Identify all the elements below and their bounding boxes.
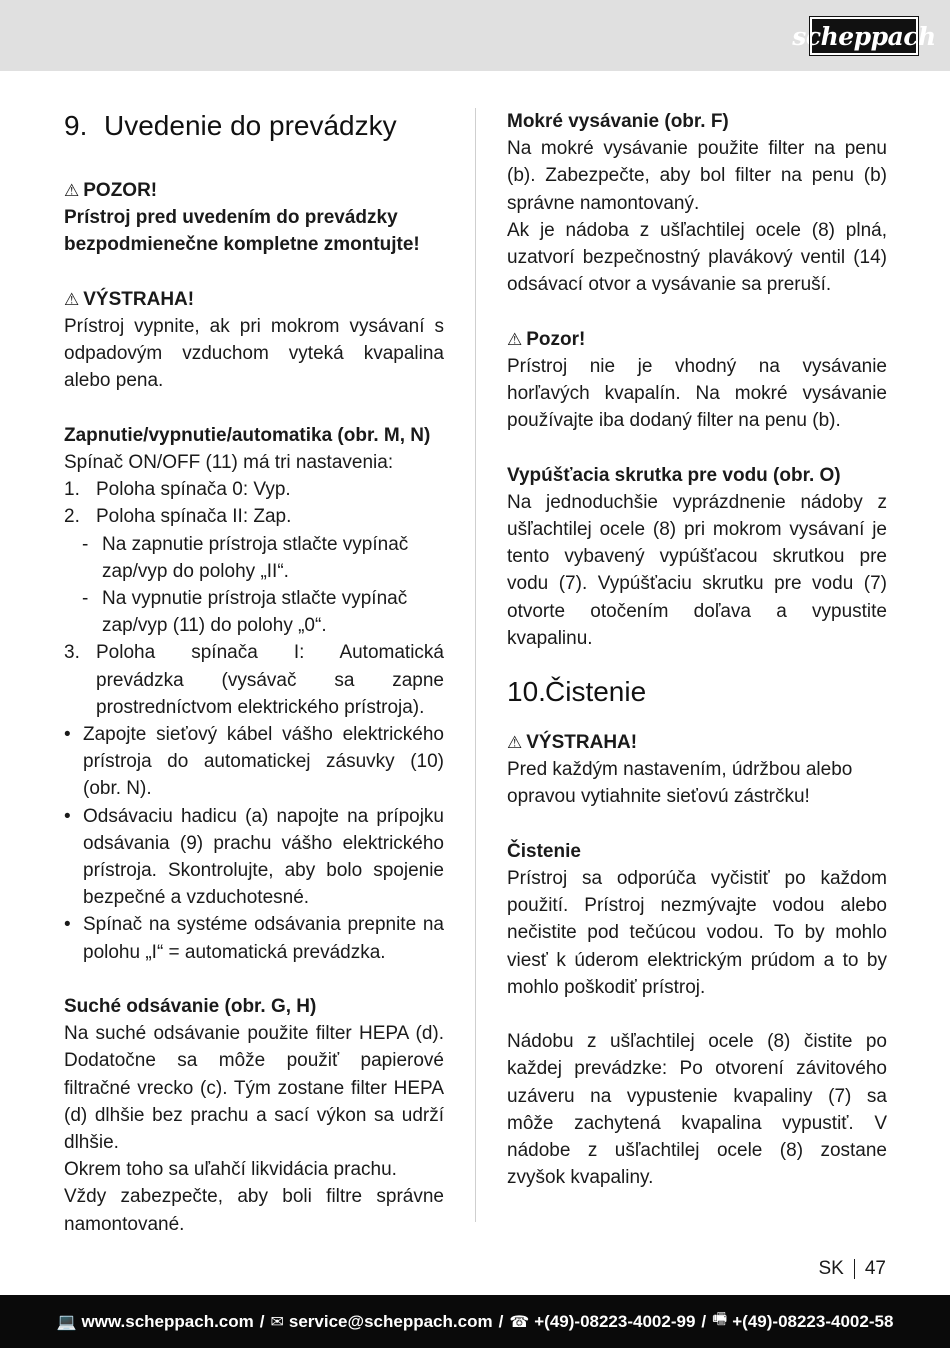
left-column	[64, 108, 444, 1238]
dry-text: Vždy zabezpečte, aby boli filtre správne namontované.	[64, 1186, 444, 1235]
list-item: - Na zapnutie prístroja stlačte vypínač zap/vyp do polohy „II“.	[82, 533, 409, 582]
list-item: 1. Poloha spínača 0: Vyp.	[64, 479, 291, 501]
wet-heading: Mokré vysávanie (obr. F)	[507, 111, 729, 132]
list-item: • Zapojte sieťový kábel vášho elektrického prístroja do automatickej zásuvky (10) (obr. N).	[64, 724, 444, 800]
dry-text: Na suché odsávanie použite filter HEPA (d). Dodatočne sa môže použiť papierové filtračné vrecko (c). Tým zostane filter HEPA (d) dlhšie bez prachu a sací výkon sa udrží dlhšie.	[64, 1023, 444, 1154]
switch-intro: Spínač ON/OFF (11) má tri nastavenia:	[64, 452, 394, 473]
scheppach-logo: scheppach	[810, 17, 918, 55]
wet-text: Ak je nádoba z ušľachtilej ocele (8) plná, uzatvorí bezpečnostný plavákový ventil (14) odsávací otvor a vysávanie sa preruší.	[507, 219, 887, 296]
caution-label: ⚠ POZOR!	[64, 177, 444, 204]
list-item: 3. Poloha spínača I: Automatická prevádzka (vysávač sa zapne prostredníctvom elektrického prístroja).	[64, 642, 444, 718]
switch-heading: Zapnutie/vypnutie/automatika (obr. M, N)	[64, 424, 431, 446]
caution-text: Prístroj nie je vhodný na vysávanie horľavých kvapalín. Na mokré vysávanie používajte iba dodaný filter na penu (b).	[507, 355, 887, 432]
list-item: 2. Poloha spínača II: Zap.	[64, 506, 292, 528]
computer-icon: 💻	[56, 1313, 77, 1331]
footer-web[interactable]: www.scheppach.com	[81, 1311, 254, 1331]
clean-heading: Čistenie	[507, 840, 581, 862]
wet-text: Na mokré vysávanie použite filter na penu (b). Zabezpečte, aby bol filter na penu (b) správne namontovaný.	[507, 138, 887, 214]
page-number: SK 47	[818, 1258, 886, 1279]
drain-text: Na jednoduchšie vyprázdnenie nádoby z ušľachtilej ocele (8) pri mokrom vysávaní je tento vybavený vypúšťacou skrutkou pre vodu (7). Vypúšťaciu skrutku pre vodu (7) otvorte otočením doľava a vypustite kvapalinu.	[507, 491, 887, 649]
warning-triangle-icon: ⚠	[507, 329, 523, 349]
footer-fax: +(49)-08223-4002-58	[732, 1311, 894, 1331]
envelope-icon: ✉	[270, 1313, 284, 1331]
footer-email[interactable]: service@scheppach.com	[288, 1311, 493, 1331]
warning-triangle-icon: ⚠	[64, 289, 80, 309]
clean-text: Prístroj sa odporúča vyčistiť po každom použití. Prístroj nezmývajte vodou alebo nečistite pod tečúcou vodou. To by mohlo viesť k úderom elektrickým prúdom a to by mohlo poškodiť prístroj.	[507, 868, 887, 998]
dry-heading: Suché odsávanie (obr. G, H)	[64, 996, 317, 1018]
page-number-separator	[854, 1259, 855, 1279]
dry-text: Okrem toho sa uľahčí likvidácia prachu.	[64, 1159, 397, 1181]
warning-triangle-icon: ⚠	[64, 181, 80, 200]
clean-text: Nádobu z ušľachtilej ocele (8) čistite po každej prevádzke: Po otvorení závitového uzáveru na vypustenie kvapaliny (7) sa môže zachytená kvapalina vypustiť. V nádobe z ušľachtilej ocele (8) zostane zvyšok kvapaliny.	[507, 1031, 887, 1189]
warning-text: Prístroj vypnite, ak pri mokrom vysávaní s odpadovým vzduchom vyteká kvapalina alebo pena.	[64, 316, 444, 392]
section-heading-commissioning: 9. Uvedenie do prevádzky	[64, 110, 397, 141]
header-bar	[0, 0, 950, 71]
column-divider	[475, 108, 476, 1222]
warning-triangle-icon: ⚠	[507, 733, 523, 753]
footer-phone: +(49)-08223-4002-99	[534, 1311, 696, 1331]
telephone-icon: ☎	[509, 1313, 530, 1331]
fax-icon: 🖷	[712, 1311, 728, 1328]
list-item: - Na vypnutie prístroja stlačte vypínač zap/vyp (11) do polohy „0“.	[82, 588, 408, 637]
right-column	[507, 108, 887, 1191]
drain-heading: Vypúšťacia skrutka pre vodu (obr. O)	[507, 464, 841, 486]
caution-text: Prístroj pred uvedením do prevádzky bezpodmienečne kompletne zmontujte!	[64, 207, 420, 256]
list-item: • Odsávaciu hadicu (a) napojte na prípojku odsávania (9) prachu vášho elektrického prístroja. Skontrolujte, aby bolo spojenie bezpečné a vzduchotesné.	[64, 805, 444, 909]
warning-label: ⚠ VÝSTRAHA!	[507, 729, 887, 756]
footer-bar: 💻 www.scheppach.com / ✉ service@scheppach.com / ☎ +(49)-08223-4002-99 / 🖷 +(49)-08223-4002-58	[0, 1295, 950, 1348]
warning-text: Pred každým nastavením, údržbou alebo opravou vytiahnite sieťovú zástrčku!	[507, 759, 853, 808]
caution-label: ⚠ Pozor!	[507, 326, 887, 353]
list-item: • Spínač na systéme odsávania prepnite na polohu „I“ = automatická prevádzka.	[64, 914, 444, 963]
warning-label: ⚠ VÝSTRAHA!	[64, 286, 444, 313]
section-heading-cleaning: 10. Čistenie	[507, 676, 647, 708]
